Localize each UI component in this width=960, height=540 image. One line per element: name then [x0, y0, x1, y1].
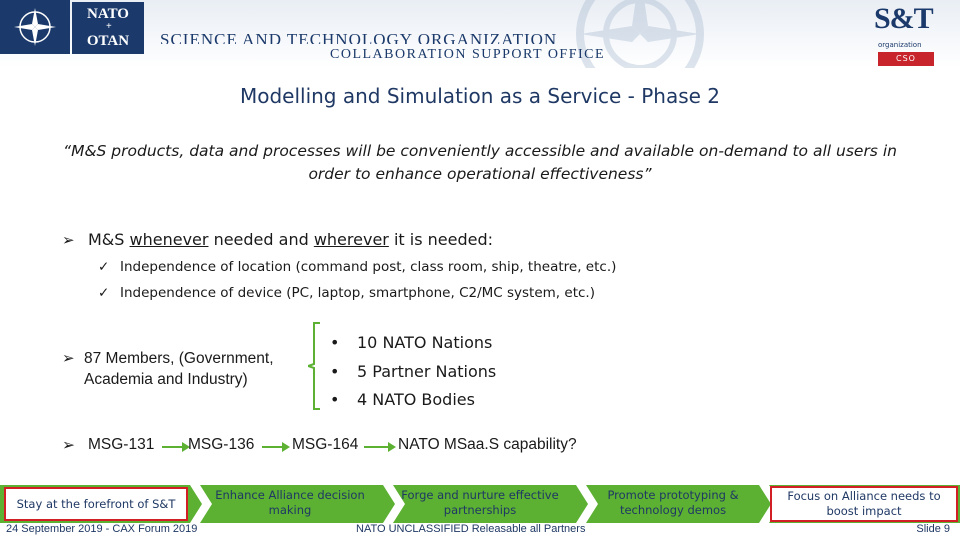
slide-number: Slide 9 [916, 523, 950, 535]
header-banner [0, 0, 960, 68]
st-cso-badge: CSO [878, 52, 934, 66]
msaas-capability-label: NATO MSaa.S capability? [398, 436, 577, 453]
nato-separator: + [106, 21, 112, 32]
st-logo [870, 2, 938, 68]
checkmark-icon: ✓ [98, 285, 110, 301]
footer-box-prototyping: Promote prototyping & technology demos [607, 488, 739, 517]
point-prefix: M&S [88, 230, 130, 249]
footer-box-forefront: Stay at the forefront of S&T [4, 487, 188, 521]
footer-classification: NATO UNCLASSIFIED Releasable all Partners [356, 523, 586, 535]
slide-title: Modelling and Simulation as a Service - Phase 2 [239, 84, 721, 108]
nations-item [330, 358, 496, 387]
nato-otan-logo [72, 2, 144, 54]
members-line-1: 87 Members, (Government, [84, 350, 274, 367]
check-item [98, 259, 616, 275]
members-point [62, 348, 274, 390]
green-arrow-icon [364, 440, 396, 454]
nations-item-text: 5 Partner Nations [357, 361, 497, 381]
nations-item [330, 386, 496, 415]
quote-line-2: order to enhance operational effectiveness” [308, 165, 652, 183]
nations-item-text: 4 NATO Bodies [357, 390, 475, 409]
arrow-bullet-icon: ➢ [62, 437, 75, 454]
arrow-bullet-icon: ➢ [62, 231, 75, 249]
point-suffix: it is needed: [388, 230, 493, 249]
check-item [98, 285, 595, 301]
st-org-label: organization [878, 41, 922, 49]
st-mark: S&T [874, 2, 933, 35]
msg-timeline [62, 436, 662, 460]
green-arrow-icon [162, 440, 190, 454]
nations-list [330, 329, 496, 415]
quote-line-1: “M&S products, data and processes will be conveniently accessible and available on-demand to all users in [63, 142, 897, 160]
vision-quote [40, 140, 920, 186]
msg-164-label: MSG-164 [292, 436, 359, 453]
nations-item-text: 10 NATO Nations [357, 333, 493, 352]
point-anytime-anywhere [62, 230, 493, 249]
point-whenever: whenever [129, 230, 209, 249]
point-wherever: wherever [313, 230, 389, 249]
footer-box-decision-making: Enhance Alliance decision making [215, 488, 365, 517]
point-mid: needed and [208, 230, 314, 249]
checkmark-icon: ✓ [98, 259, 110, 275]
msg-136-label: MSG-136 [188, 436, 255, 453]
office-name: COLLABORATION SUPPORT OFFICE [330, 47, 606, 62]
msg-131-label: MSG-131 [88, 436, 155, 453]
nations-item [330, 329, 496, 358]
nato-compass-logo [0, 0, 70, 54]
members-line-2: Academia and Industry) [84, 371, 248, 388]
nato-word: NATO [87, 6, 129, 22]
arrow-bullet-icon: ➢ [62, 350, 75, 367]
green-arrow-icon [262, 440, 290, 454]
brace-bracket-icon [308, 322, 320, 410]
footer-date-event: 24 September 2019 - CAX Forum 2019 [6, 523, 198, 535]
check-text: Independence of device (PC, laptop, smartphone, C2/MC system, etc.) [120, 285, 595, 301]
bullet-icon: • [330, 361, 340, 381]
check-text: Independence of location (command post, class room, ship, theatre, etc.) [120, 259, 617, 275]
bullet-icon: • [330, 390, 340, 409]
footer-box-alliance-needs: Focus on Alliance needs to boost impact [770, 486, 958, 522]
bullet-icon: • [330, 333, 340, 352]
footer-box-partnerships: Forge and nurture effective partnerships [401, 488, 559, 517]
org-name: SCIENCE AND TECHNOLOGY ORGANIZATION [160, 30, 558, 44]
otan-word: OTAN [86, 33, 130, 49]
